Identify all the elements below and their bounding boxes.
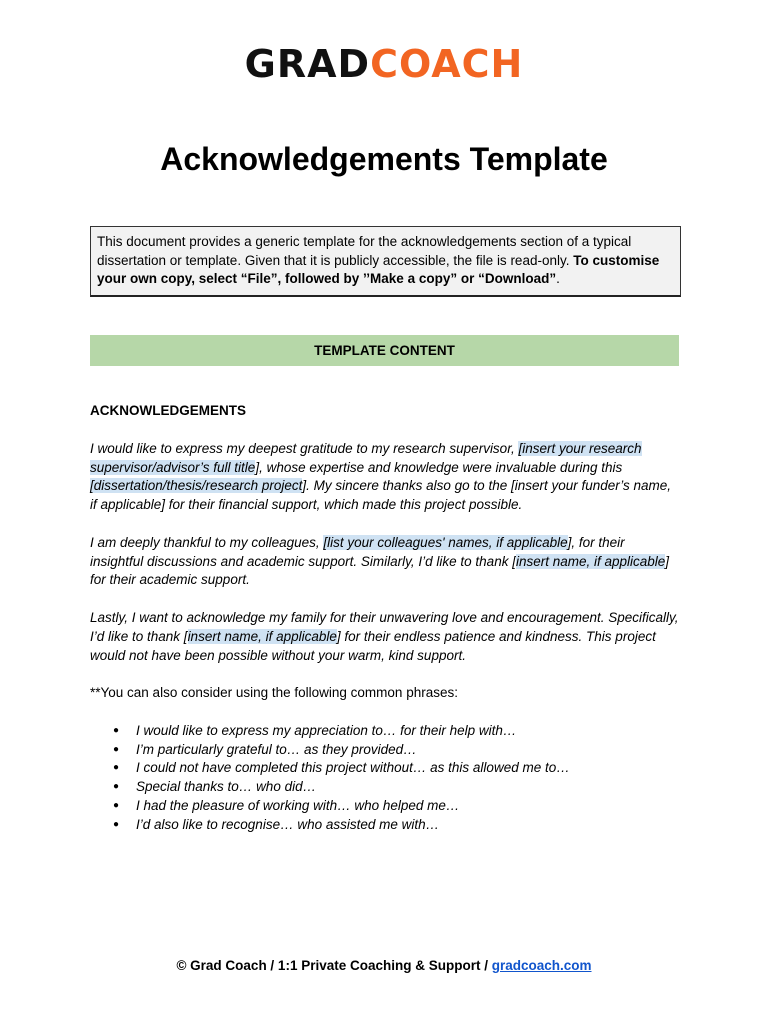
footer-text: © Grad Coach / 1:1 Private Coaching & Support /	[176, 958, 492, 973]
list-item: ● Special thanks to… who did…	[136, 778, 680, 797]
paragraph-family	[90, 609, 680, 665]
list-item: ● I could not have completed this project without… as this allowed me to…	[136, 759, 680, 778]
template-content-banner: TEMPLATE CONTENT	[90, 335, 679, 366]
p2-c: ] for their academic support.	[90, 553, 670, 588]
p2-a: I am deeply thankful to my colleagues,	[90, 534, 324, 550]
p3-highlight-1: insert name, if applicable	[187, 628, 337, 644]
intro-text: This document provides a generic template for the acknowledgements section of a typical dissertation or template. Given that it is publicly accessible, the file is read-only.	[97, 234, 632, 268]
page-title: Acknowledgements Template	[160, 141, 608, 177]
intro-bold: To customise your own copy, select “File”, followed by ’’Make a copy” or “Download”	[97, 252, 660, 286]
phrases-list	[90, 722, 680, 835]
p1-highlight-2: [dissertation/thesis/research project	[90, 478, 303, 494]
p3-b: ] for their endless patience and kindness. This project would not have been possible without your warm, kind support.	[90, 628, 656, 663]
list-item: ● I had the pleasure of working with… who helped me…	[136, 797, 680, 816]
intro-box	[90, 226, 681, 297]
intro-end: .	[556, 271, 560, 286]
phrases-intro: **You can also consider using the following common phrases:	[90, 685, 458, 701]
p2-highlight-1: [list your colleagues' names, if applicable	[323, 534, 568, 550]
gradcoach-logo	[0, 40, 768, 88]
list-item: ● I would like to express my appreciation to… for their help with…	[136, 722, 680, 741]
p1-highlight-1: [insert your research supervisor/advisor’s full title	[90, 440, 642, 475]
paragraph-supervisor	[90, 440, 680, 515]
list-item: ● I’m particularly grateful to… as they provided…	[136, 741, 680, 760]
list-item: ● I’d also like to recognise… who assisted me with…	[136, 816, 680, 835]
p1-a: I would like to express my deepest gratitude to my research supervisor,	[90, 440, 519, 456]
gradcoach-link[interactable]: gradcoach.com	[491, 958, 592, 973]
logo-coach: COACH	[370, 42, 524, 86]
section-heading: ACKNOWLEDGEMENTS	[90, 403, 246, 418]
document-body	[90, 402, 680, 835]
paragraph-colleagues	[90, 534, 680, 590]
logo-grad: GRAD	[244, 42, 371, 86]
p1-c: ]. My sincere thanks also go to the [insert your funder’s name, if applicable] for their financial support, which made this project possible.	[90, 478, 672, 513]
p2-b: ], for their insightful discussions and academic support. Similarly, I’d like to thank [	[90, 534, 625, 569]
p3-a: Lastly, I want to acknowledge my family for their unwavering love and encouragement. Specifically, I’d like to thank [	[90, 609, 679, 644]
p2-highlight-2: insert name, if applicable	[515, 553, 666, 569]
footer	[0, 957, 768, 975]
p1-b: ], whose expertise and knowledge were invaluable during this	[255, 459, 623, 475]
